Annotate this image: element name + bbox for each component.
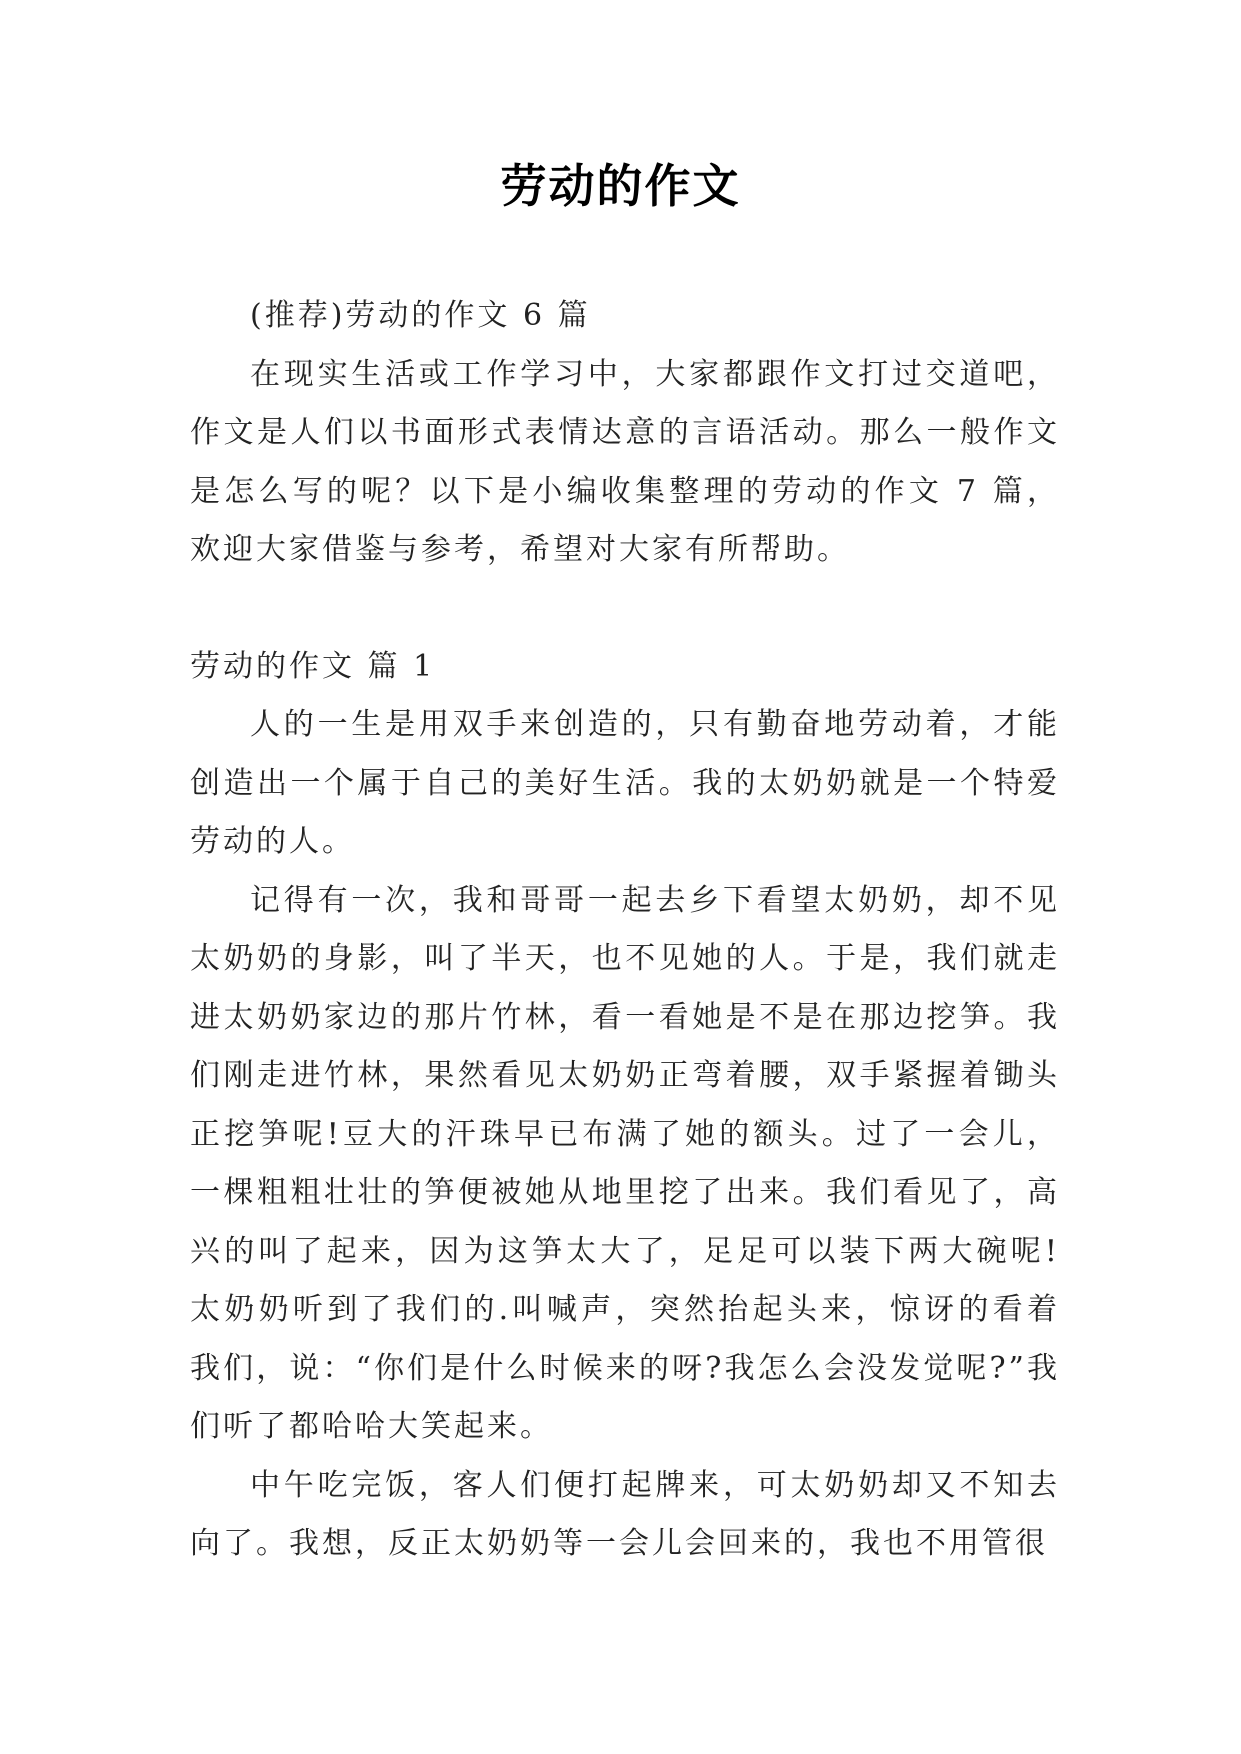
document-body <box>190 287 1060 1574</box>
section-heading: 劳动的作文 篇 1 <box>190 648 436 684</box>
body-paragraph: 中午吃完饭，客人们便打起牌来，可太奶奶却又不知去向了。我想，反正太奶奶等一会儿会回来的，我也不用管很 <box>190 1467 1060 1561</box>
body-paragraph: 记得有一次，我和哥哥一起去乡下看望太奶奶，却不见太奶奶的身影，叫了半天，也不见她的人。于是，我们就走进太奶奶家边的那片竹林，看一看她是不是在那边挖笋。我们刚走进竹林，果然看见太奶奶正弯着腰，双手紧握着锄头正挖笋呢!豆大的汗珠早已布满了她的额头。过了一会儿，一棵粗粗壮壮的笋便被她从地里挖了出来。我们看见了，高兴的叫了起来，因为这笋太大了，足足可以装下两大碗呢!太奶奶听到了我们的.叫喊声，突然抬起头来，惊讶的看着我们，说：“你们是什么时候来的呀?我怎么会没发觉呢?”我们听了都哈哈大笑起来。 <box>190 882 1060 1444</box>
intro-paragraph: 在现实生活或工作学习中，大家都跟作文打过交道吧，作文是人们以书面形式表情达意的言语活动。那么一般作文是怎么写的呢？以下是小编收集整理的劳动的作文 7 篇，欢迎大家借鉴与参考，希望对大家有所帮助。 <box>190 356 1060 567</box>
body-paragraph: 人的一生是用双手来创造的，只有勤奋地劳动着，才能创造出一个属于自己的美好生活。我的太奶奶就是一个特爱劳动的人。 <box>190 707 1060 859</box>
document-title: 劳动的作文 <box>500 159 741 213</box>
document-subtitle: (推荐)劳动的作文 6 篇 <box>250 298 591 333</box>
